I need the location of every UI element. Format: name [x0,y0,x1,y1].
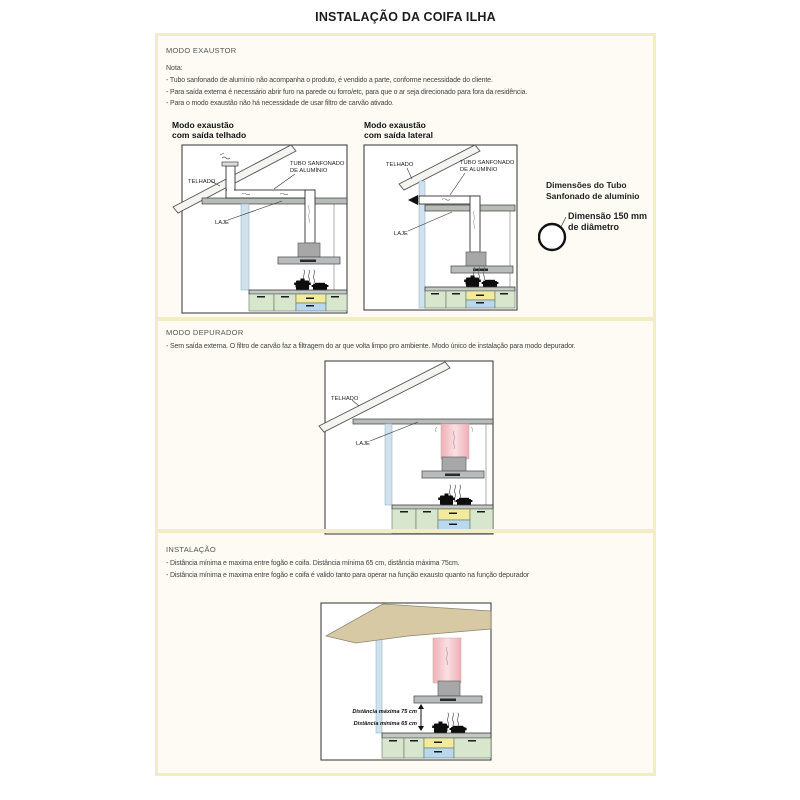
countertop [249,290,347,294]
telhado-label: TELHADO [330,396,358,402]
support-column [241,204,249,290]
tube-dimensions [538,180,683,269]
laje-slab [202,198,347,204]
exaustor-note-2: - Para saída externa é necessário abrir furo na parede ou forro/etc, para que o ar seja direcionado para fora da residência. [166,88,528,96]
telhado-label: TELHADO [188,179,216,185]
tubo-label-2: DE ALUMÍNIO [290,168,328,174]
section-instalacao [158,533,653,773]
laje-label: LAJE [355,441,370,447]
laje-label: LAJE [394,231,408,237]
section-modo-exaustor [158,36,653,317]
distance-min-label: Distância mínima 65 cm [353,721,417,727]
distance-max-label: Distância máxima 75 cm [351,709,417,715]
depurador-note-1: - Sem saída externa. O filtro de carvão faz a filtragem do ar que volta limpo pro ambiente. Modo único de instalação para modo depurador. [166,343,576,350]
note-label: Nota: [166,65,183,72]
exaustor-diagrams-row [166,120,653,316]
exaustor-heading: MODO EXAUSTOR [166,46,237,55]
diagram-depurador [318,359,498,541]
tubo-label-2: DE ALUMÍNIO [460,167,498,173]
instalacao-diagram-svg [316,601,493,761]
vertical-duct [470,196,480,252]
laje-label: LAJE [215,220,229,226]
cabinets [425,291,515,308]
page-title: INSTALAÇÃO DA COIFA ILHA [315,10,496,24]
tube-circle-icon [539,224,565,250]
support-column [385,424,392,505]
instalacao-note-1: - Distância mínima e maxima entre fogão e coifa. Distância mínima 65 cm, distância máxima 75cm. [166,560,460,567]
diagram-exaustao-lateral [362,120,519,320]
tube-dimension-value-1: Dimensão 150 mm [568,211,648,221]
content-box [155,33,656,776]
exaustor-note-1: - Tubo sanfonado de alumínio não acompanha o produto, é vendido a parte, conforme necessidade do cliente. [166,77,493,84]
tubo-label-1: TUBO SANFONADO [290,161,345,167]
section-modo-depurador [158,321,653,529]
telhado-diagram-svg [170,143,350,315]
tubo-label-1: TUBO SANFONADO [460,160,515,166]
exaustor-note-3: - Para o modo exaustão não há necessidade de usar filtro de carvão ativado. [166,100,394,107]
filtered-air-column [441,424,469,459]
diagram-instalacao [316,601,493,766]
vertical-duct [305,190,315,243]
countertop [382,733,491,738]
cabinets [249,294,347,311]
tube-dimensions-heading: Dimensões do Tubo Sanfonado de alumínio [546,180,640,201]
laje-slab [353,419,493,424]
instalacao-heading: INSTALAÇÃO [166,545,216,554]
lateral-diagram-svg [362,143,519,315]
horizontal-duct [226,190,315,198]
tube-dimension-value-2: de diâmetro [568,222,620,232]
cabinets [382,738,491,758]
countertop [392,505,493,509]
telhado-label: TELHADO [386,162,414,168]
depurador-heading: MODO DEPURADOR [166,328,244,337]
instalacao-note-2: - Distância mínima e maxima entre fogão e coifa é valido tanto para operar na função exausto quanto na função depurador [166,571,530,579]
diagram-lateral-title: Modo exaustão com saída lateral [364,120,433,140]
depurador-diagram-svg [318,359,498,536]
countertop [425,287,515,291]
diagram-telhado-title: Modo exaustão com saída telhado [172,120,247,140]
diagram-exaustao-telhado [170,120,350,320]
support-column [376,637,382,733]
tube-dimension-svg [538,204,683,264]
